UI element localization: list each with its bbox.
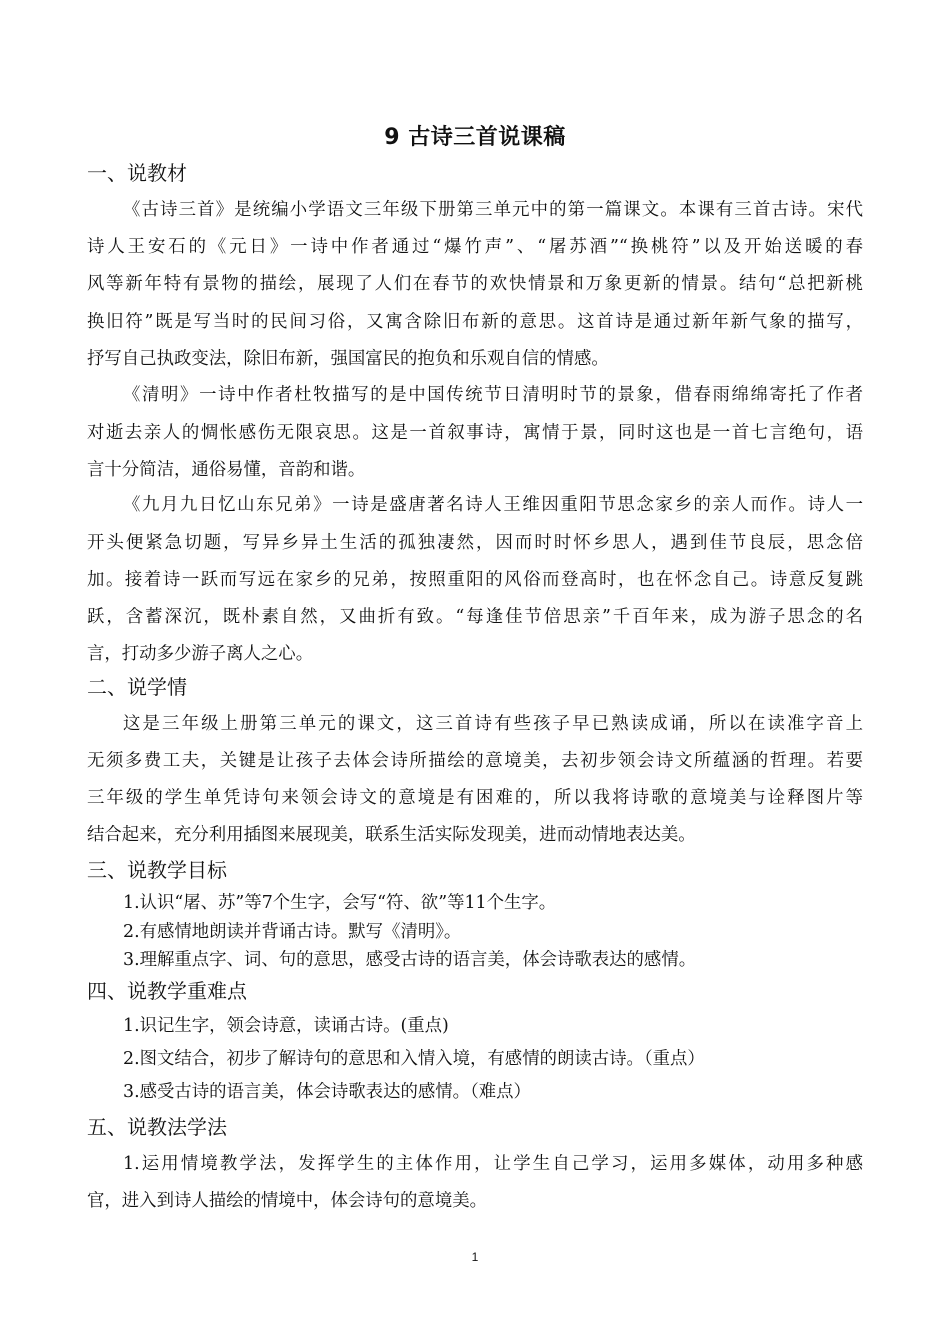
paragraph-line: 对逝去亲人的惆怅感伤无限哀思。这是一首叙事诗，寓情于景，同时这也是一首七言绝句，语	[87, 423, 863, 443]
paragraph-line: 结合起来，充分利用插图来展现美，联系生活实际发现美，进而动情地表达美。	[87, 825, 696, 845]
paragraph-line: 三年级的学生单凭诗句来领会诗文的意境是有困难的，所以我将诗歌的意境美与诠释图片等	[87, 788, 863, 808]
list-item: 2.有感情地朗读并背诵古诗。默写《清明》。	[123, 922, 462, 942]
section-heading: 四、说教学重难点	[87, 979, 247, 1003]
paragraph-line: 官，进入到诗人描绘的情境中，体会诗句的意境美。	[87, 1191, 487, 1211]
paragraph-line: 言，打动多少游子离人之心。	[87, 644, 314, 664]
paragraph-line: 《古诗三首》是统编小学语文三年级下册第三单元中的第一篇课文。本课有三首古诗。宋代	[123, 200, 863, 220]
list-item: 1.识记生字，领会诗意，读诵古诗。(重点)	[123, 1016, 449, 1036]
section-heading: 一、说教材	[87, 161, 187, 185]
paragraph-line: 加。接着诗一跃而写远在家乡的兄弟，按照重阳的风俗而登高时，也在怀念自己。诗意反复跳	[87, 570, 863, 590]
paragraph-line: 抒写自己执政变法，除旧布新，强国富民的抱负和乐观自信的情感。	[87, 349, 609, 369]
section-heading: 二、说学情	[87, 675, 187, 699]
list-item: 2.图文结合，初步了解诗句的意思和入情入境，有感情的朗读古诗。（重点）	[123, 1049, 705, 1069]
paragraph-line: 1.运用情境教学法，发挥学生的主体作用，让学生自己学习，运用多媒体，动用多种感	[123, 1154, 863, 1174]
section-heading: 五、说教法学法	[87, 1115, 227, 1139]
section-heading: 三、说教学目标	[87, 858, 227, 882]
page-number: 1	[471, 1250, 479, 1264]
paragraph-line: 诗人王安石的《元日》一诗中作者通过“爆竹声”、“屠苏酒”“换桃符”以及开始送暖的春	[87, 237, 863, 257]
paragraph-line: 这是三年级上册第三单元的课文，这三首诗有些孩子早已熟读成诵，所以在读准字音上	[123, 714, 863, 734]
paragraph-line: 换旧符”既是写当时的民间习俗，又寓含除旧布新的意思。这首诗是通过新年新气象的描写，	[87, 312, 863, 332]
list-item: 3.感受古诗的语言美，体会诗歌表达的感情。（难点）	[123, 1082, 531, 1102]
paragraph-line: 开头便紧急切题，写异乡异土生活的孤独凄然，因而时时怀乡思人，遇到佳节良辰，思念倍	[87, 533, 863, 553]
paragraph-line: 《九月九日忆山东兄弟》一诗是盛唐著名诗人王维因重阳节思念家乡的亲人而作。诗人一	[123, 495, 863, 515]
paragraph-line: 言十分简洁，通俗易懂，音韵和谐。	[87, 460, 366, 480]
list-item: 1.认识“屠、苏”等7个生字，会写“符、欲”等11个生字。	[123, 893, 557, 913]
list-item: 3.理解重点字、词、句的意思，感受古诗的语言美，体会诗歌表达的感情。	[123, 950, 697, 970]
paragraph-line: 《清明》一诗中作者杜牧描写的是中国传统节日清明时节的景象，借春雨绵绵寄托了作者	[123, 385, 863, 405]
paragraph-line: 风等新年特有景物的描绘，展现了人们在春节的欢快情景和万象更新的情景。结句“总把新桃	[87, 274, 863, 294]
document-title: 9 古诗三首说课稿	[384, 125, 566, 150]
paragraph-line: 无须多费工夫，关键是让孩子去体会诗所描绘的意境美，去初步领会诗文所蕴涵的哲理。若要	[87, 751, 863, 771]
paragraph-line: 跃，含蓄深沉，既朴素自然，又曲折有致。“每逢佳节倍思亲”千百年来，成为游子思念的名	[87, 607, 863, 627]
